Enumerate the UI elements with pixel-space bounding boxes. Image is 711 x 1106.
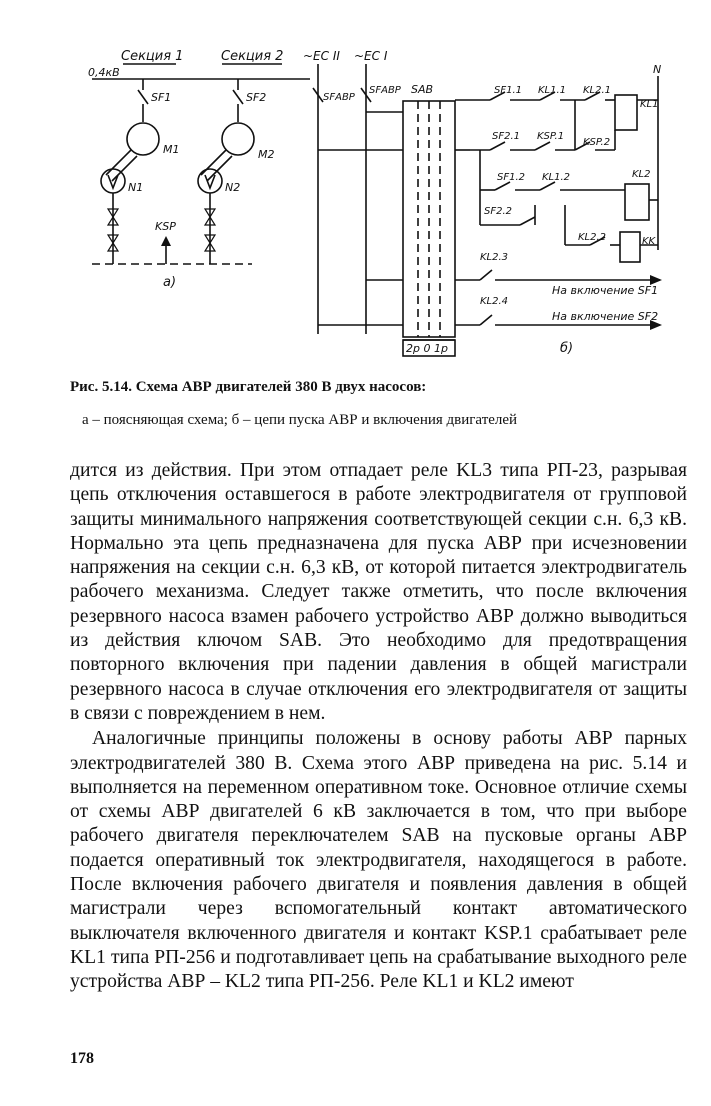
figure-caption-title: Рис. 5.14. Схема АВР двигателей 380 В двух насосов:: [70, 379, 427, 395]
label-sf12: SF1.2: [497, 172, 526, 183]
label-kl21: KL2.1: [583, 85, 612, 96]
label-b: б): [560, 341, 574, 356]
label-kl24: KL2.4: [480, 296, 509, 307]
schematic-b: [303, 49, 662, 356]
label-out2: На включение SF2: [552, 310, 659, 323]
label-m2: M2: [258, 148, 275, 161]
page-number: 178: [70, 1050, 94, 1067]
figure-caption-legend: а – поясняющая схема; б – цепи пуска АВР и включения двигателей: [82, 412, 518, 428]
label-section1: Секция 1: [121, 49, 184, 64]
label-ec1: ~ЕС I: [354, 49, 388, 63]
label-kl22: KL2.2: [578, 232, 607, 243]
label-kl2: KL2: [632, 169, 651, 180]
label-sfabr2: SFАВР: [369, 85, 401, 96]
label-sab: SAB: [411, 83, 434, 96]
label-kl11: KL1.1: [538, 85, 567, 96]
label-sf22: SF2.2: [484, 206, 513, 217]
label-ec2: ~ЕС II: [303, 49, 340, 63]
motor-m1: [127, 123, 159, 155]
label-kl1: KL1: [640, 99, 659, 110]
figure-5-14: [0, 0, 711, 375]
label-ksp2: KSP.2: [583, 137, 611, 148]
label-sfabr1: SFАВР: [323, 92, 355, 103]
paragraph-1: дится из действия. При этом отпадает реле KL3 типа РП-23, разрывая цепь отключения оставшегося в работе электродвигателя от групповой защиты минимального напряжения соответствующей секции с.н. 6,3 кВ. Нормально эта цепь предназначена для пуска АВР при исчезновении напряжения на секции с.н. 6,3 кВ, от которой питается электродвигатель рабочего механизма. Следует также отметить, что после включения резервного насоса взамен рабочего устройство АВР должно выводиться из действия ключом SAB. Это необходимо для предотвращения повторного включения при падении давления в общей магистрали резервного насоса в случае отключения его электродвигателя от защиты в связи с повреждением в нем.: [70, 460, 687, 724]
label-ksp1: KSP.1: [537, 131, 565, 142]
label-a: а): [163, 275, 177, 290]
label-sf11: SF1.1: [494, 85, 523, 96]
label-kl12: KL1.2: [542, 172, 571, 183]
body-text: [70, 459, 687, 995]
label-sf21: SF2.1: [492, 131, 521, 142]
label-ksp: KSP: [155, 220, 176, 233]
label-n2: N2: [225, 181, 241, 194]
label-section2: Секция 2: [221, 49, 284, 64]
label-out1: На включение SF1: [552, 284, 659, 297]
label-sf1: SF1: [151, 91, 172, 104]
label-kk: KK: [642, 236, 656, 247]
schematic-a: [88, 49, 310, 290]
label-n1: N1: [128, 181, 144, 194]
relay-kk: [620, 232, 640, 262]
paragraph-2: Аналогичные принципы положены в основу работы АВР парных электродвигателей 380 В. Схема этого АВР приведена на рис. 5.14 и выполняется на переменном оперативном токе. Основное отличие схемы от схемы АВР двигателей 6 кВ заключается в том, что при выборе рабочего двигателя переключателем SAB на пусковые органы АВР подается оперативный ток электродвигателя, находящегося в работе. После включения рабочего двигателя и появления давления в общей магистрали через вспомогательный контакт автоматического выключателя включенного двигателя и контакт KSP.1 срабатывает реле KL1 типа РП-256 и подготавливает цепь на срабатывание выходного реле устройства АВР – KL2 типа РП-256. Реле KL1 и KL2 имеют: [70, 728, 687, 993]
motor-m2: [222, 123, 254, 155]
label-sf2: SF2: [246, 91, 267, 104]
label-n: N: [653, 63, 662, 76]
label-voltage: 0,4кВ: [88, 66, 120, 79]
label-kl23: KL2.3: [480, 252, 509, 263]
relay-kl2: [625, 184, 649, 220]
label-m1: M1: [163, 143, 180, 156]
label-sab-positions: 2р 0 1р: [406, 342, 448, 355]
relay-kl1: [615, 95, 637, 130]
